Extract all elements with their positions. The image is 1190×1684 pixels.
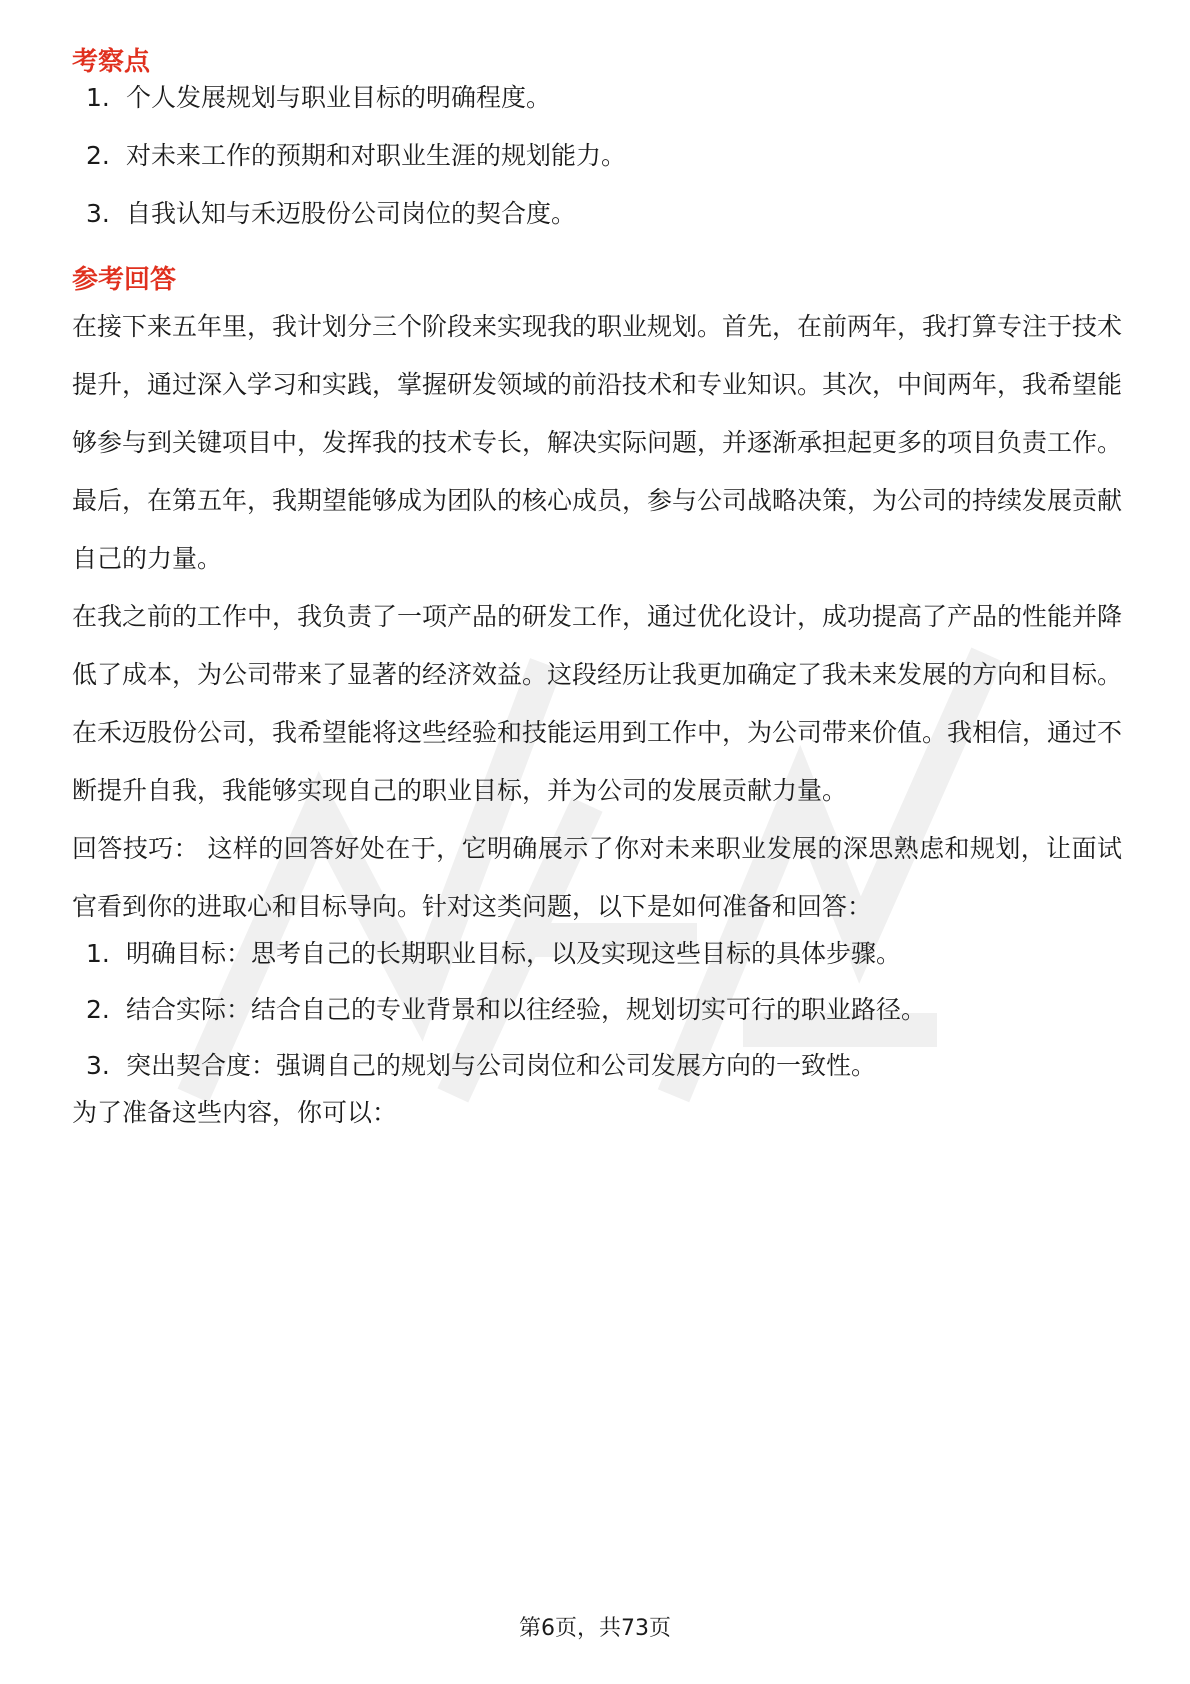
answer-paragraph: 在禾迈股份公司，我希望能将这些经验和技能运用到工作中，为公司带来价值。我相信，通过不断提升自我，我能够实现自己的职业目标，并为公司的发展贡献力量。: [72, 718, 1123, 805]
list-number: 3.: [86, 199, 110, 228]
answer-paragraph: 在我之前的工作中，我负责了一项产品的研发工作，通过优化设计，成功提高了产品的性能并降低了成本，为公司带来了显著的经济效益。这段经历让我更加确定了我未来发展的方向和目标。: [72, 602, 1123, 689]
list-text: 突出契合度：强调自己的规划与公司岗位和公司发展方向的一致性。: [126, 1051, 877, 1080]
document-content: [72, 44, 1122, 1142]
page-number-footer: 第6页，共73页: [519, 1616, 671, 1641]
section-heading-criteria: 考察点: [72, 47, 151, 77]
list-text: 结合实际：结合自己的专业背景和以往经验，规划切实可行的职业路径。: [126, 995, 927, 1024]
closing-paragraph: 为了准备这些内容，你可以：: [72, 1098, 398, 1127]
list-item: [72, 196, 1122, 232]
list-item: [72, 992, 1122, 1028]
section-heading-reference-answer: 参考回答: [72, 265, 177, 295]
list-number: 2.: [86, 995, 110, 1024]
list-number: 2.: [86, 141, 110, 170]
tips-list: [72, 936, 1122, 1084]
answer-paragraph: 在接下来五年里，我计划分三个阶段来实现我的职业规划。首先，在前两年，我打算专注于技术提升，通过深入学习和实践，掌握研发领域的前沿技术和专业知识。其次，中间两年，我希望能够参与到关键项目中，发挥我的技术专长，解决实际问题，并逐渐承担起更多的项目负责工作。最后，在第五年，我期望能够成为团队的核心成员，参与公司战略决策，为公司的持续发展贡献自己的力量。: [72, 312, 1123, 573]
list-text: 自我认知与禾迈股份公司岗位的契合度。: [126, 199, 577, 228]
answer-tips-paragraph: 回答技巧： 这样的回答好处在于，它明确展示了你对未来职业发展的深思熟虑和规划，让面试官看到你的进取心和目标导向。针对这类问题，以下是如何准备和回答：: [72, 834, 1122, 921]
list-number: 1.: [86, 939, 110, 968]
list-item: [72, 138, 1122, 174]
list-item: [72, 80, 1122, 116]
list-item: [72, 1048, 1122, 1084]
list-number: 3.: [86, 1051, 110, 1080]
list-text: 明确目标：思考自己的长期职业目标，以及实现这些目标的具体步骤。: [126, 939, 902, 968]
list-item: [72, 936, 1122, 972]
criteria-list: [72, 80, 1122, 232]
list-text: 对未来工作的预期和对职业生涯的规划能力。: [126, 141, 627, 170]
list-number: 1.: [86, 83, 110, 112]
list-text: 个人发展规划与职业目标的明确程度。: [126, 83, 552, 112]
